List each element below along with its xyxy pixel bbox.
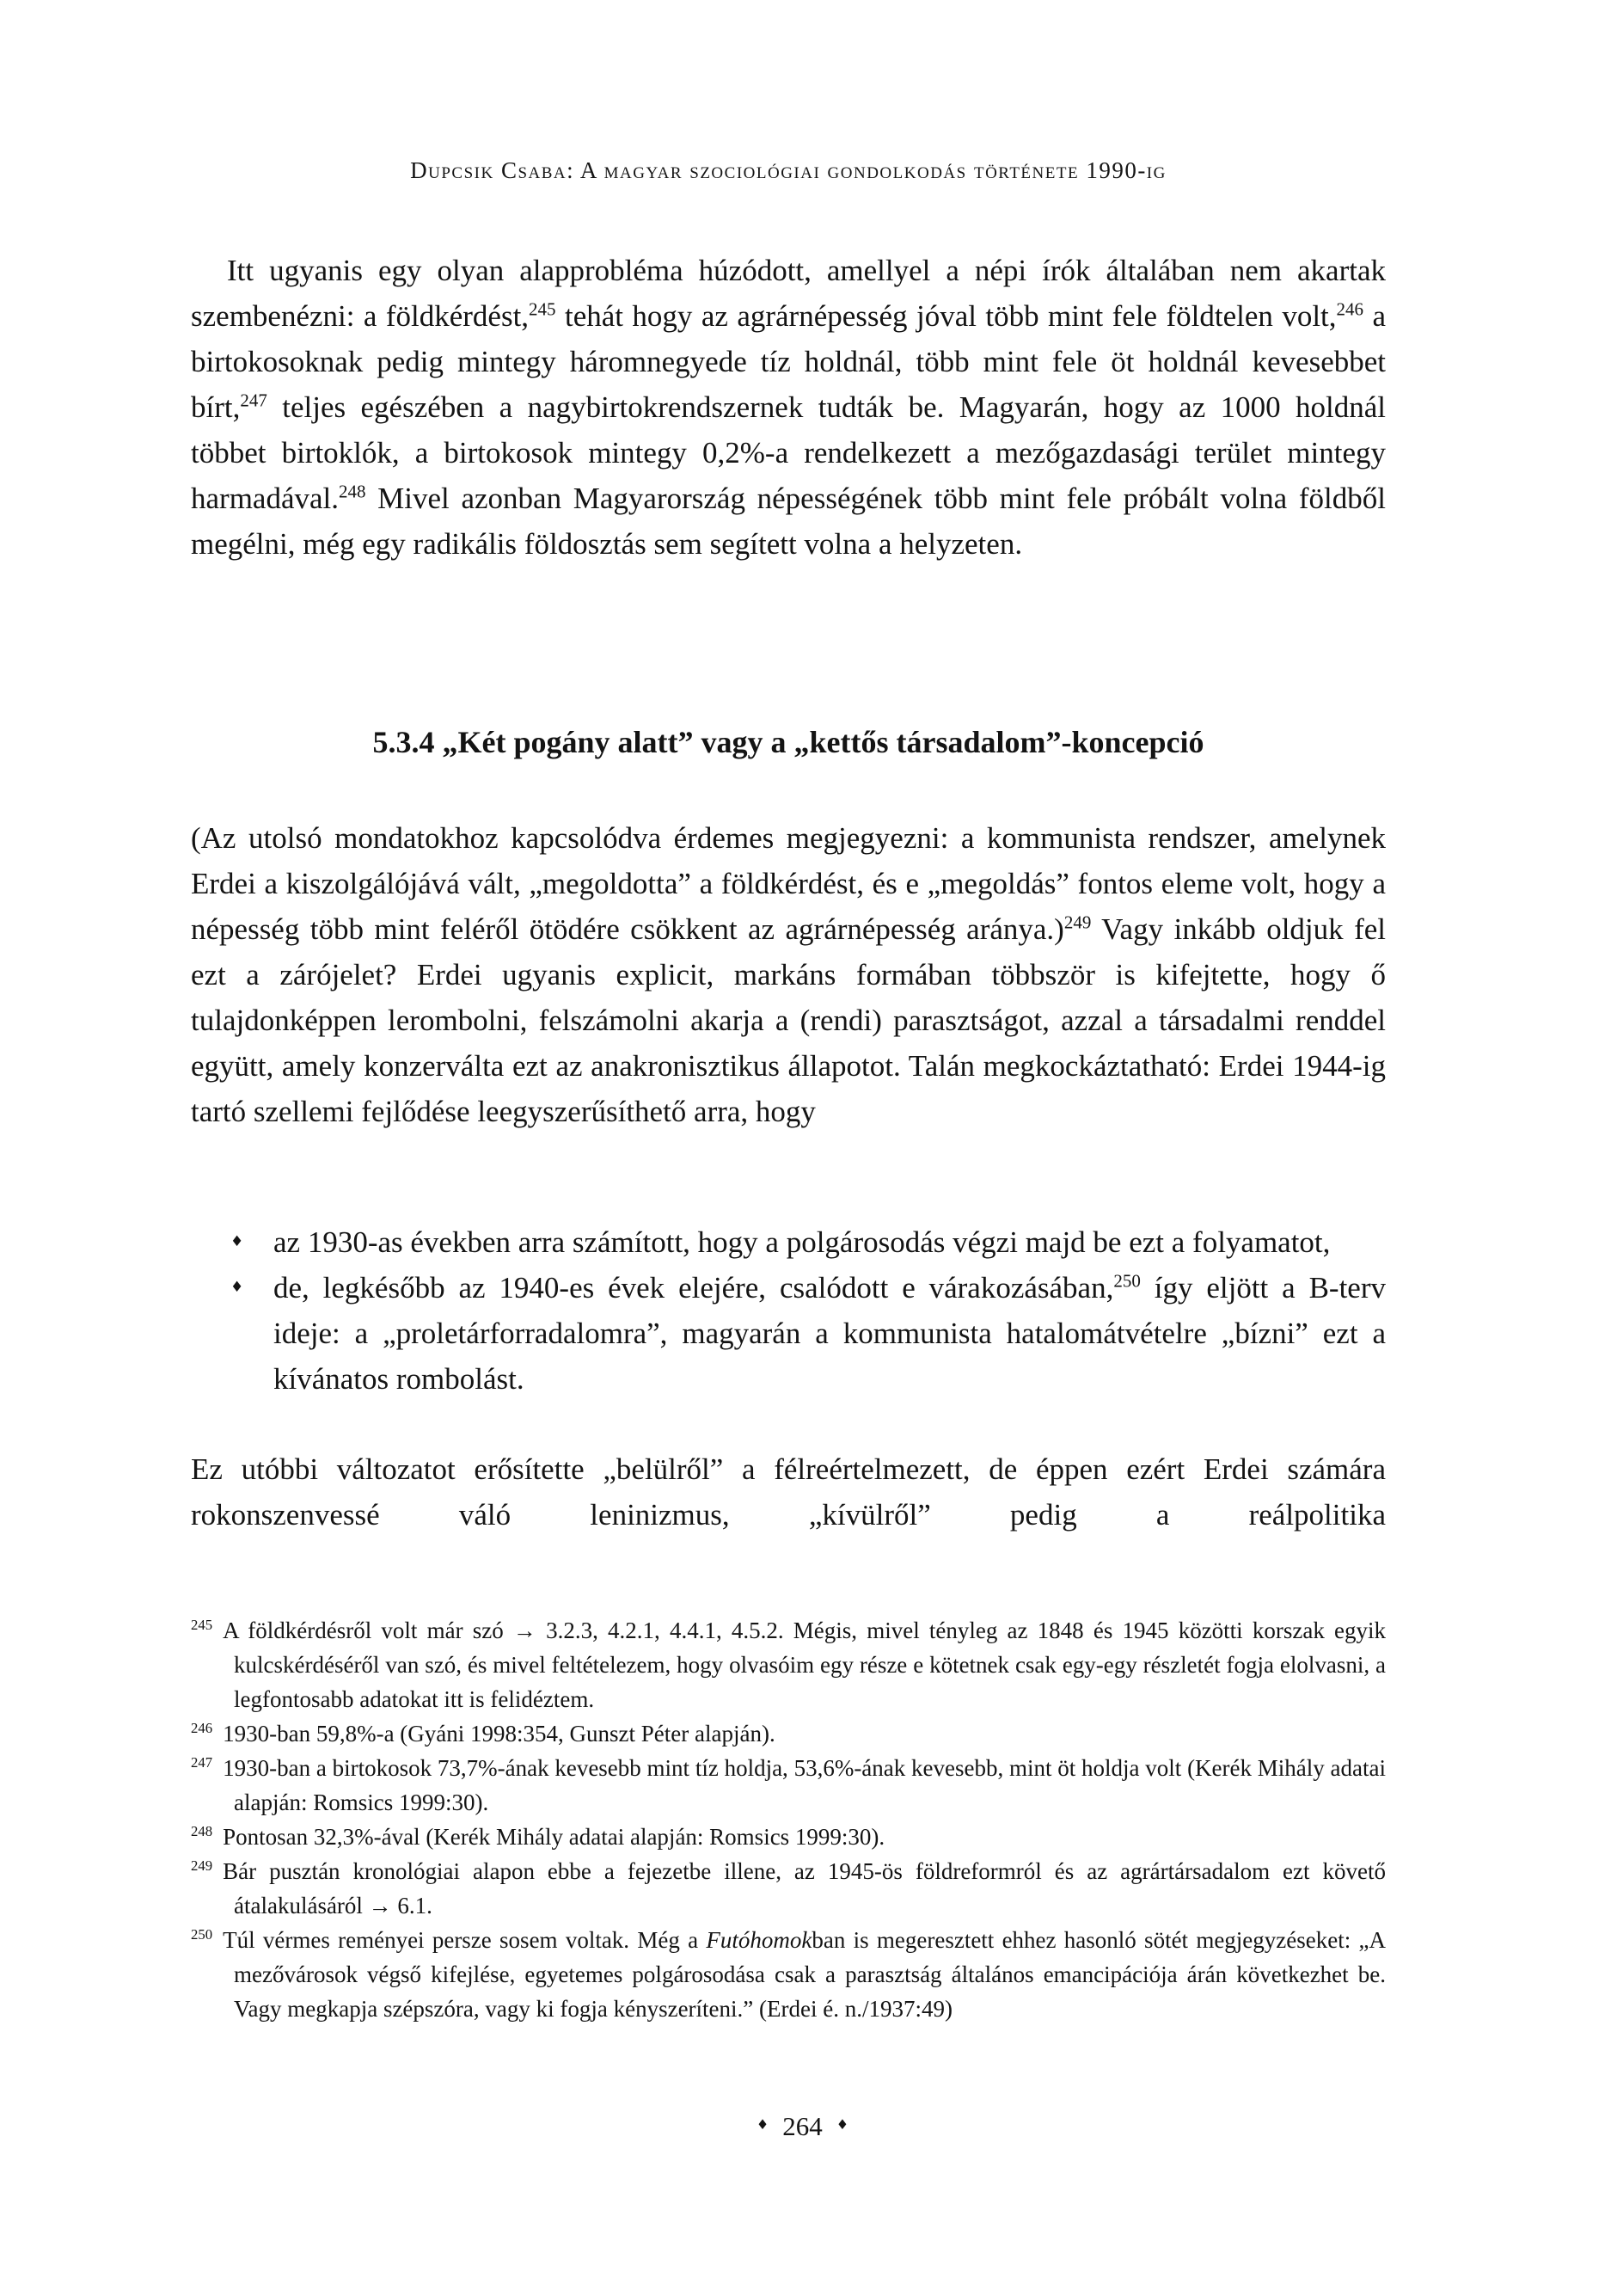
footnote-250: [191, 1923, 1386, 2026]
footnotes-block: [191, 1613, 1386, 2026]
page-footer: [0, 2111, 1605, 2142]
footnote-249: [191, 1854, 1386, 1923]
footnote-number: 247: [191, 1754, 213, 1771]
running-header: Dupcsik Csaba: A magyar szociológiai gondolkodás története 1990-ig: [410, 157, 1167, 183]
footnote-text: 1930-ban 59,8%-a (Gyáni 1998:354, Gunszt Péter alapján).: [223, 1721, 775, 1747]
bullet-text: az 1930-as években arra számított, hogy a polgárosodás végzi majd be ezt a folyamatot,: [273, 1225, 1331, 1259]
list-item: [191, 1265, 1386, 1402]
bullet-diamond-icon: ♦: [230, 1233, 244, 1250]
footnote-number: 250: [191, 1926, 213, 1943]
footnote-text: Bár pusztán kronológiai alapon ebbe a fejezetbe illene, az 1945-ös földreformról és az agrártársadalom ezt követő átalakulásáról → 6.1.: [223, 1858, 1386, 1918]
paragraph-3: Ez utóbbi változatot erősítette „belülről” a félreértelmezett, de éppen ezért Erdei számára rokonszenvessé váló leninizmus, „kívülről” pedig a reálpolitika: [191, 1452, 1386, 1532]
footnote-247: [191, 1751, 1386, 1820]
footnote-number: 245: [191, 1617, 213, 1633]
bullet-diamond-icon: ♦: [230, 1279, 244, 1296]
footnote-text: Pontosan 32,3%-ával (Kerék Mihály adatai alapján: Romsics 1999:30).: [223, 1824, 885, 1850]
footnote-number: 248: [191, 1823, 213, 1839]
list-item: [191, 1219, 1386, 1265]
section-heading: 5.3.4 „Két pogány alatt” vagy a „kettős társadalom”-koncepció: [372, 725, 1204, 759]
footnote-248: [191, 1820, 1386, 1854]
footnote-245: [191, 1613, 1386, 1716]
paragraph-1: Itt ugyanis egy olyan alapprobléma húzódott, amellyel a népi írók általában nem akartak szembenézni: a földkérdést,$^{245}$ tehát hogy az agrárnépesség jóval több mint fele földtelen volt,$^{246}$ a birtokosoknak pedig mintegy háromnegyede tíz holdnál, több mint fele öt holdnál kevesebbet bírt,$^{247}$ teljes egészében a nagybirtokrendszernek tudták be. Magyarán, hogy az 1000 holdnál többet birtoklók, a birtokosok mintegy 0,2%-a rendelkezett a mezőgazdasági terület mintegy harmadával.$^{248}$ Mivel azonban Magyarország népességének több mint fele próbált volna földből megélni, még egy radikális földosztás sem segített volna a helyzeten.: [191, 254, 1386, 561]
footnote-number: 246: [191, 1720, 213, 1736]
footnote-246: [191, 1716, 1386, 1751]
bullet-list: [191, 1219, 1386, 1402]
footer-ornament-icon: ♦: [836, 2116, 849, 2133]
footer-ornament-icon: ♦: [756, 2116, 769, 2133]
footnote-text: 1930-ban a birtokosok 73,7%-ának kevesebb mint tíz holdja, 53,6%-ának kevesebb, mint öt holdja volt (Kerék Mihály adatai alapján: Romsics 1999:30).: [223, 1755, 1386, 1815]
footnote-number: 249: [191, 1857, 213, 1874]
bullet-text: de, legkésőbb az 1940-es évek elejére, csalódott e várakozásában,$^{250}$ így eljött a B-terv ideje: a „proletárforradalomra”, magyarán a kommunista hatalomátvételre „bízni” ezt a kívánatos rombolást.: [273, 1270, 1386, 1396]
paragraph-2: (Az utolsó mondatokhoz kapcsolódva érdemes megjegyezni: a kommunista rendszer, amelynek Erdei a kiszolgálójává vált, „megoldotta” a földkérdést, és e „megoldás” fontos eleme volt, hogy a népesség több mint feléről ötödére csökkent az agrárnépesség aránya.)$^{249}$ Vagy inkább oldjuk fel ezt a zárójelet? Erdei ugyanis explicit, markáns formában többször is kifejtette, hogy ő tulajdonképpen lerombolni, felszámolni akarja a (rendi) parasztságot, azzal a társadalmi renddel együtt, amely konzerválta ezt az anakronisztikus állapotot. Talán megkockáztatható: Erdei 1944-ig tartó szellemi fejlődése leegyszerűsíthető arra, hogy: [191, 821, 1386, 1128]
footnote-text: Túl vérmes reményei persze sosem voltak. Még a Futóhomokban is megeresztett ehhez hasonló sötét megjegyzéseket: „A mezővárosok végső kifejlése, egyetemes polgárosodása csak a parasztság általános emancipációja árán következhet be. Vagy megkapja szépszóra, vagy ki fogja kényszeríteni.” (Erdei é. n./1937:49): [223, 1927, 1386, 2022]
page-number: 264: [782, 2111, 823, 2141]
footnote-text: A földkérdésről volt már szó → 3.2.3, 4.2.1, 4.4.1, 4.5.2. Mégis, mivel tényleg az 1848 és 1945 közötti korszak egyik kulcskérdéséről van szó, és mivel feltételezem, hogy olvasóim egy része e kötetnek csak egy-egy részletét fogja elolvasni, a legfontosabb adatokat itt is felidéztem.: [223, 1618, 1386, 1712]
